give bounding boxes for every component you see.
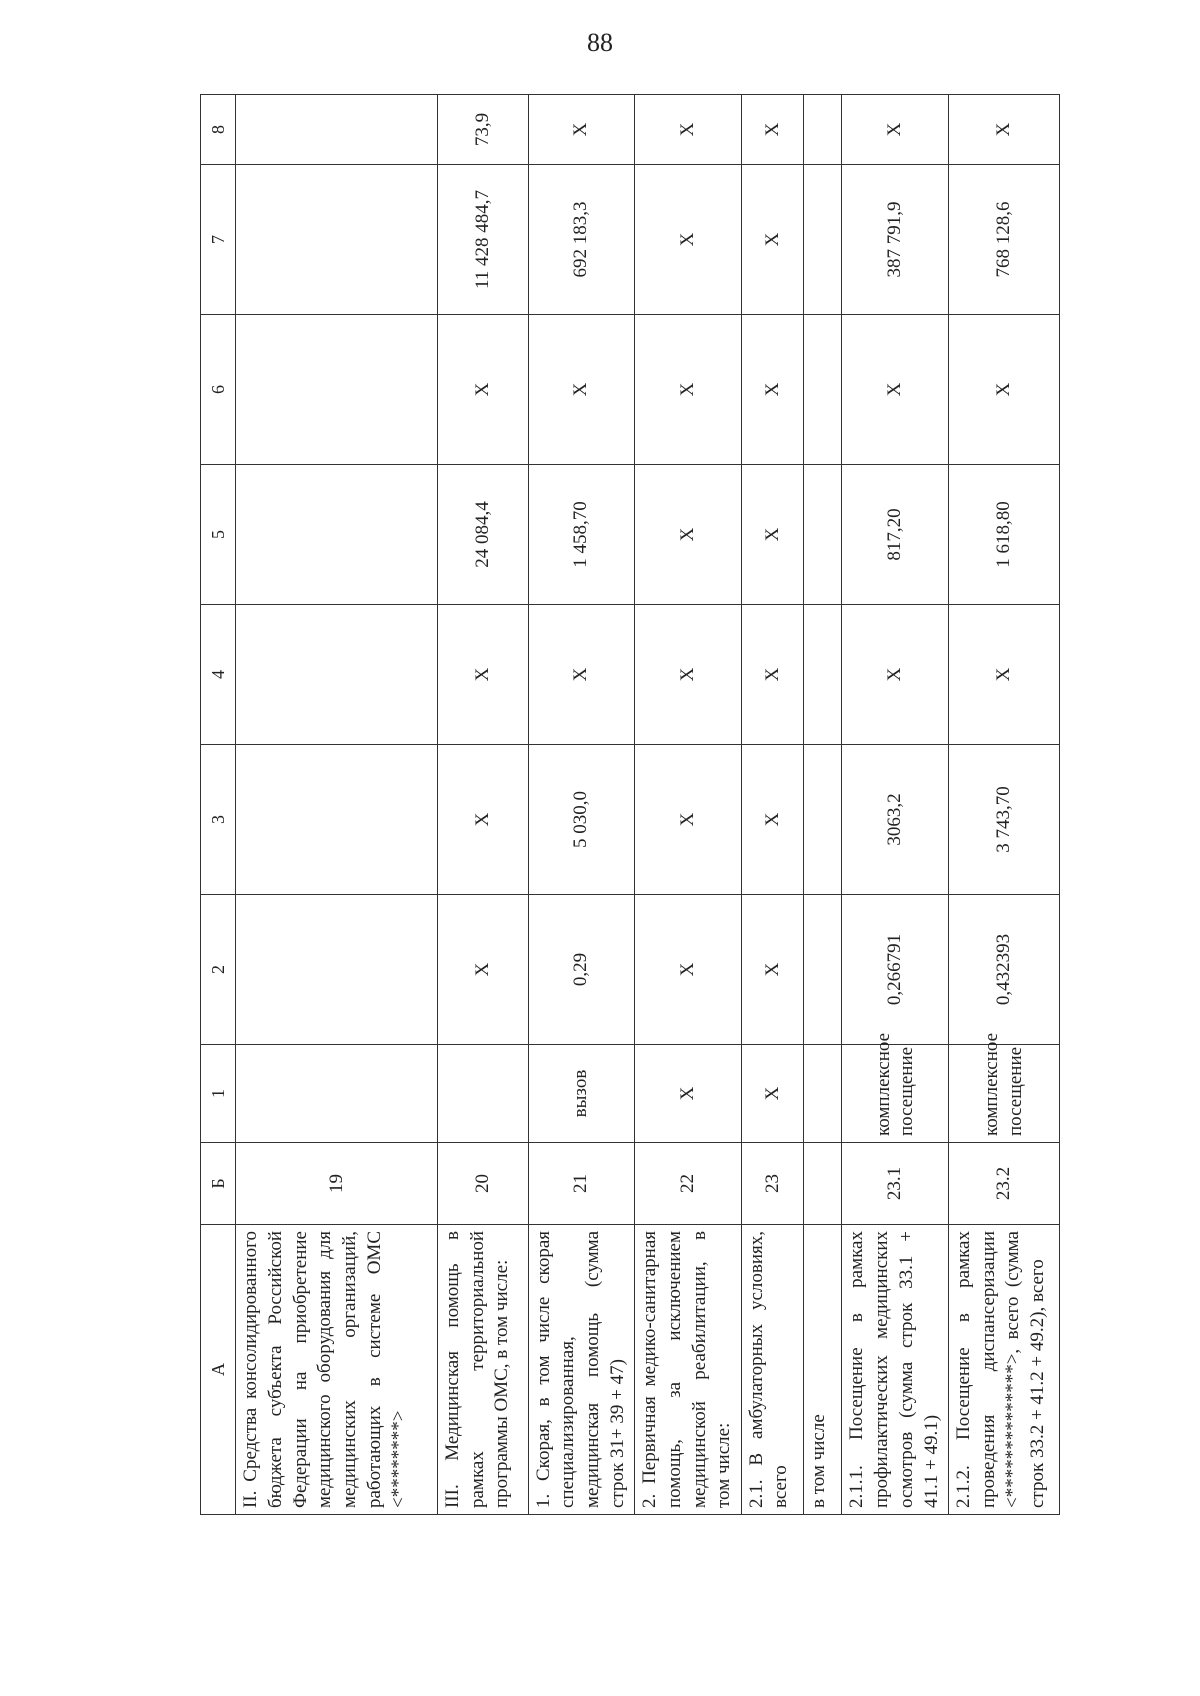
cell-col-6: Х	[635, 315, 742, 465]
cell-col-1: Х	[635, 1045, 742, 1143]
cell-col-8: Х	[842, 95, 949, 165]
table-row	[842, 95, 949, 1515]
row-code	[804, 1143, 842, 1225]
cell-col-1	[804, 1045, 842, 1143]
cell-col-4: Х	[842, 605, 949, 745]
cell-col-4: Х	[635, 605, 742, 745]
row-label: III. Медицинская помощь в рамках территориальной программы ОМС, в том числе:	[437, 1225, 528, 1515]
cell-col-7	[804, 165, 842, 315]
cell-col-3	[236, 745, 438, 895]
financing-table	[200, 94, 1060, 1515]
cell-col-4: Х	[528, 605, 635, 745]
table-row	[635, 95, 742, 1515]
cell-col-7: Х	[741, 165, 803, 315]
cell-col-3: 3063,2	[842, 745, 949, 895]
cell-col-7: Х	[635, 165, 742, 315]
cell-col-2: 0,432393	[949, 895, 1060, 1045]
cell-col-2	[804, 895, 842, 1045]
row-label: в том числе	[804, 1225, 842, 1515]
cell-col-3: 5 030,0	[528, 745, 635, 895]
row-code: 23.2	[949, 1143, 1060, 1225]
cell-col-8: Х	[949, 95, 1060, 165]
header-cell-5: 5	[201, 465, 236, 605]
cell-col-4	[804, 605, 842, 745]
header-cell-6: 6	[201, 315, 236, 465]
cell-col-4: Х	[741, 605, 803, 745]
page-number: 88	[587, 28, 613, 57]
row-code: 23	[741, 1143, 803, 1225]
cell-col-8: Х	[741, 95, 803, 165]
cell-col-2: 0,266791	[842, 895, 949, 1045]
table-row	[236, 95, 438, 1515]
header-cell-2: 2	[201, 895, 236, 1045]
header-cell-4: 4	[201, 605, 236, 745]
cell-col-3: Х	[635, 745, 742, 895]
cell-col-5: 817,20	[842, 465, 949, 605]
cell-col-6	[236, 315, 438, 465]
header-cell-a: А	[201, 1225, 236, 1515]
cell-col-1	[437, 1045, 528, 1143]
cell-col-1: вызов	[528, 1045, 635, 1143]
cell-col-3	[804, 745, 842, 895]
cell-col-5: 1 458,70	[528, 465, 635, 605]
header-cell-b: Б	[201, 1143, 236, 1225]
cell-col-1: комплексное посещение	[842, 1045, 949, 1143]
cell-col-5: Х	[635, 465, 742, 605]
cell-col-2: Х	[741, 895, 803, 1045]
table-row	[949, 95, 1060, 1515]
cell-col-6: Х	[741, 315, 803, 465]
cell-col-6: Х	[528, 315, 635, 465]
header-row	[201, 95, 236, 1515]
cell-col-6	[804, 315, 842, 465]
row-code: 21	[528, 1143, 635, 1225]
cell-col-8: Х	[528, 95, 635, 165]
cell-col-7	[236, 165, 438, 315]
cell-col-6: Х	[842, 315, 949, 465]
cell-col-7: 387 791,9	[842, 165, 949, 315]
cell-col-2: 0,29	[528, 895, 635, 1045]
cell-col-2	[236, 895, 438, 1045]
cell-col-6: Х	[437, 315, 528, 465]
row-code: 23.1	[842, 1143, 949, 1225]
row-label: 2. Первичная медико-санитарная помощь, за исключением медицинской реабилитации, в том числе:	[635, 1225, 742, 1515]
row-code: 20	[437, 1143, 528, 1225]
header-cell-1: 1	[201, 1045, 236, 1143]
cell-col-6: Х	[949, 315, 1060, 465]
table-row	[437, 95, 528, 1515]
cell-col-7: 692 183,3	[528, 165, 635, 315]
row-label: II. Средства консолидированного бюджета субъекта Российской Федерации на приобретение медицинского оборудования для медицинских организаций, работающих в системе ОМС <********>	[236, 1225, 438, 1515]
cell-col-5: 24 084,4	[437, 465, 528, 605]
cell-col-1: комплексное посещение	[949, 1045, 1060, 1143]
cell-col-5: 1 618,80	[949, 465, 1060, 605]
cell-col-3: Х	[741, 745, 803, 895]
row-code: 19	[236, 1143, 438, 1225]
cell-col-8: 73,9	[437, 95, 528, 165]
header-cell-3: 3	[201, 745, 236, 895]
row-label: 1. Скорая, в том числе скорая специализированная, медицинская помощь (сумма строк 31+ 39 + 47)	[528, 1225, 635, 1515]
table-row	[528, 95, 635, 1515]
cell-col-5: Х	[741, 465, 803, 605]
cell-col-1: Х	[741, 1045, 803, 1143]
header-cell-7: 7	[201, 165, 236, 315]
table-row	[741, 95, 803, 1515]
row-label: 2.1.2. Посещение в рамках проведения диспансеризации <**************>, всего (сумма строк 33.2 + 41.2 + 49.2), всего	[949, 1225, 1060, 1515]
cell-col-1	[236, 1045, 438, 1143]
row-label: 2.1. В амбулаторных условиях, всего	[741, 1225, 803, 1515]
cell-col-4	[236, 605, 438, 745]
cell-col-2: Х	[437, 895, 528, 1045]
cell-col-3: Х	[437, 745, 528, 895]
cell-col-8: Х	[635, 95, 742, 165]
row-label: 2.1.1. Посещение в рамках профилактических медицинских осмотров (сумма строк 33.1 + 41.1 + 49.1)	[842, 1225, 949, 1515]
cell-col-2: Х	[635, 895, 742, 1045]
cell-col-4: Х	[437, 605, 528, 745]
cell-col-8	[804, 95, 842, 165]
header-cell-8: 8	[201, 95, 236, 165]
cell-col-3: 3 743,70	[949, 745, 1060, 895]
table-row	[804, 95, 842, 1515]
cell-col-4: Х	[949, 605, 1060, 745]
row-code: 22	[635, 1143, 742, 1225]
cell-col-7: 11 428 484,7	[437, 165, 528, 315]
rotated-table-wrapper	[200, 95, 1060, 1515]
cell-col-7: 768 128,6	[949, 165, 1060, 315]
cell-col-5	[236, 465, 438, 605]
cell-col-5	[804, 465, 842, 605]
cell-col-8	[236, 95, 438, 165]
